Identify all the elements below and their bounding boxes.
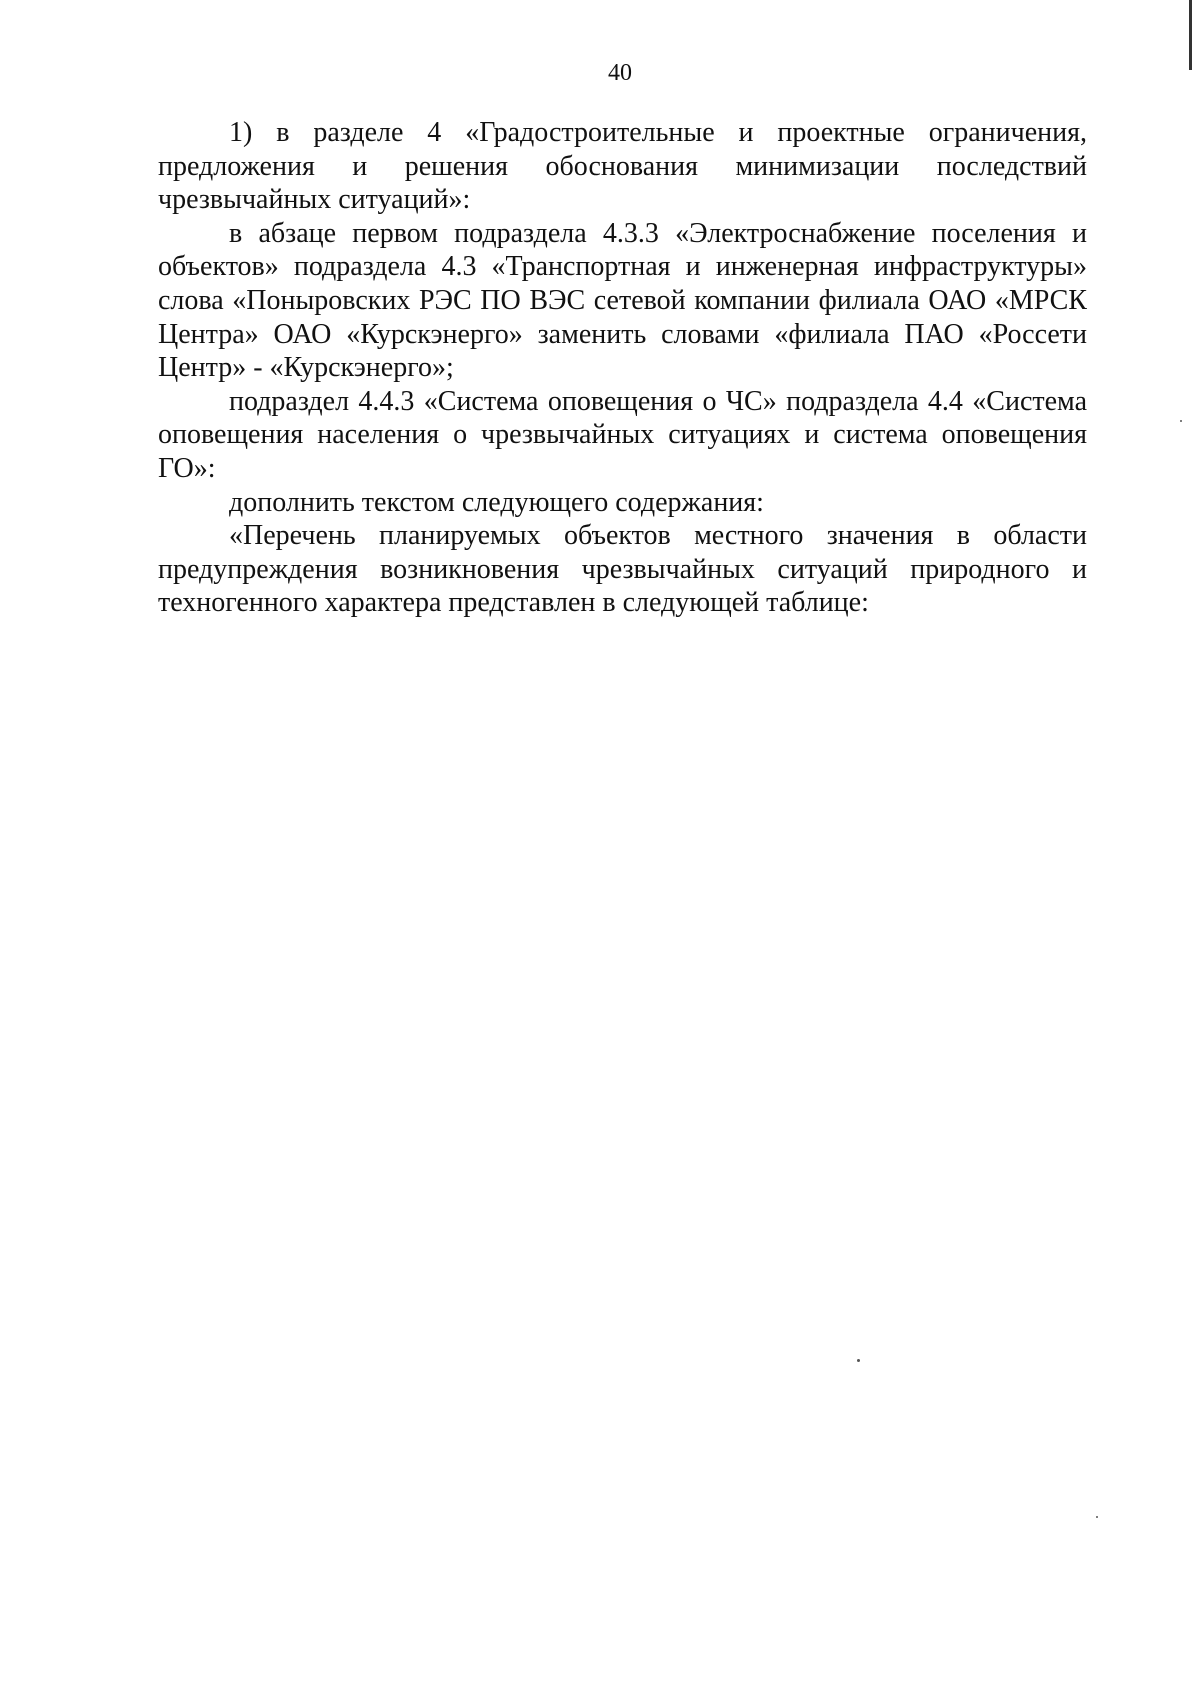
paragraph-subsection-4-3-3: в абзаце первом подраздела 4.3.3 «Электроснабжение поселения и объектов» подраздела 4.3 «Транспортная и инженерная инфраструктуры» слова «Поныровских РЭС ПО ВЭС сетевой компании филиала ОАО «МРСК Центра» ОАО «Курскэнерго» заменить словами «филиала ПАО «Россети Центр» - «Курскэнерго»; xyxy=(158,217,1087,384)
paragraph-section-4: 1) в разделе 4 «Градостроительные и проектные ограничения, предложения и решения обоснования минимизации последствий чрезвычайных ситуаций»: xyxy=(158,117,1087,216)
paragraph-subsection-4-4-3: подраздел 4.4.3 «Система оповещения о ЧС» подраздела 4.4 «Система оповещения населения о чрезвычайных ситуациях и система оповещения ГО»: xyxy=(158,385,1087,484)
scan-speck xyxy=(1096,1516,1098,1518)
paragraph-objects-list: «Перечень планируемых объектов местного значения в области предупреждения возникновения чрезвычайных ситуаций природного и техногенного характера представлен в следующей таблице: xyxy=(158,520,1087,619)
scan-speck xyxy=(1180,420,1182,422)
scan-speck xyxy=(857,1359,860,1362)
paragraph-supplement-intro: дополнить текстом следующего содержания: xyxy=(229,486,764,518)
page-number: 40 xyxy=(608,60,632,86)
document-body xyxy=(158,116,1087,620)
